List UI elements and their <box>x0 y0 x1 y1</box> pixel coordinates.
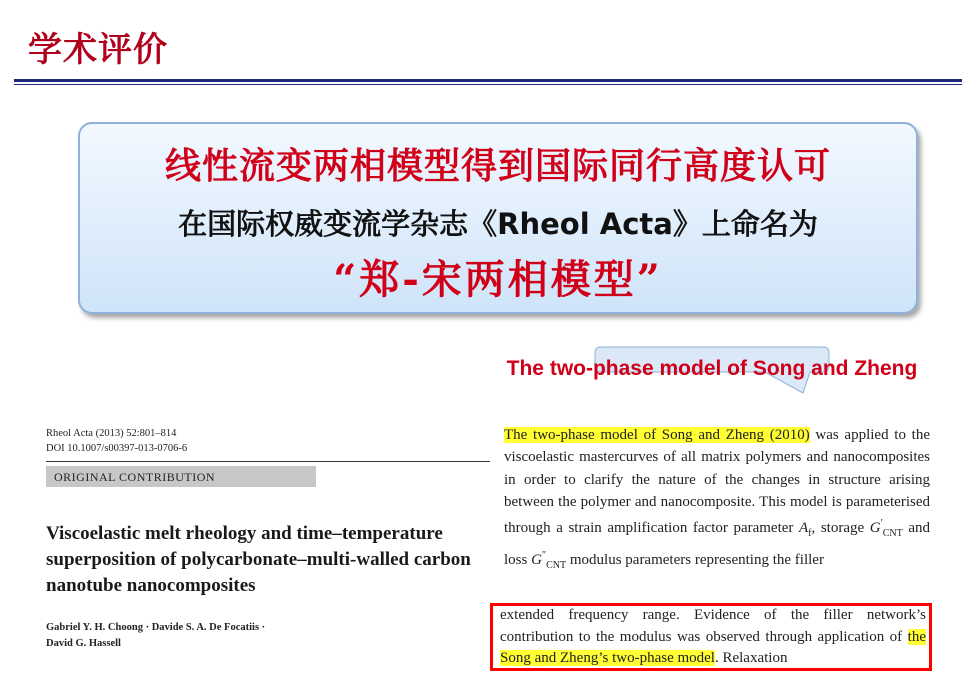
excerpt-tail: modulus parameters representing the filler <box>566 552 824 569</box>
excerpt-highlight: The two-phase model of Song and Zheng (2010) <box>504 427 810 443</box>
highlight-callout-box <box>78 122 918 314</box>
excerpt2-highlight: the Song and Zheng’s two-phase model <box>500 628 926 666</box>
paper-title: Viscoelastic melt rheology and time–temperature superposition of polycarbonate–multi-walled carbon nanotube nanocomposites <box>46 523 471 596</box>
paper-header-snippet <box>38 415 490 665</box>
slide-title: 学术评价 <box>28 30 168 70</box>
g1-prime: ′ <box>880 518 883 530</box>
paper-rule <box>46 461 490 462</box>
g1-subscript: CNT <box>882 528 903 540</box>
af-subscript: f <box>808 528 812 540</box>
paper-section-label: ORIGINAL CONTRIBUTION <box>54 470 216 484</box>
g1-symbol: G <box>869 520 881 537</box>
callout-headline: 线性流变两相模型得到国际同行高度认可 <box>164 146 831 187</box>
speech-bubble-text: The two-phase model of Song and Zheng <box>506 357 918 380</box>
af-symbol: A <box>798 520 809 537</box>
g2-double-prime: ″ <box>541 550 547 562</box>
paper-journal: Rheol Acta (2013) 52:801–814 <box>46 428 177 439</box>
g2-symbol: G <box>531 552 542 569</box>
callout-model-name: “郑-宋两相模型” <box>333 256 663 303</box>
loss-text: and loss <box>504 520 930 569</box>
paper-excerpt-1 <box>504 424 930 578</box>
excerpt2-after: . Relaxation <box>714 650 788 666</box>
excerpt-body: was applied to the viscoelastic mastercurves of all matrix polymers and nanocomposites in order to clarify the nature of the changes in structure arising between the polymer and nanocomposite. This model is parameterised through a strain amplification factor parameter <box>504 427 930 537</box>
g2-subscript: CNT <box>546 560 567 572</box>
storage-text: , storage <box>811 520 870 537</box>
paper-authors: Gabriel Y. H. Choong · Davide S. A. De Focatiis · David G. Hassell <box>46 622 266 649</box>
title-rule-thick <box>14 79 962 82</box>
title-rule-thin <box>14 84 962 85</box>
excerpt2-before: extended frequency range. Evidence of the filler network’s contribution to the modulus was observed through application of <box>500 607 926 645</box>
paper-doi: DOI 10.1007/s00397-013-0706-6 <box>46 443 188 454</box>
callout-subline: 在国际权威变流学杂志《Rheol Acta》上命名为 <box>178 207 818 241</box>
paper-excerpt-2 <box>500 605 926 670</box>
